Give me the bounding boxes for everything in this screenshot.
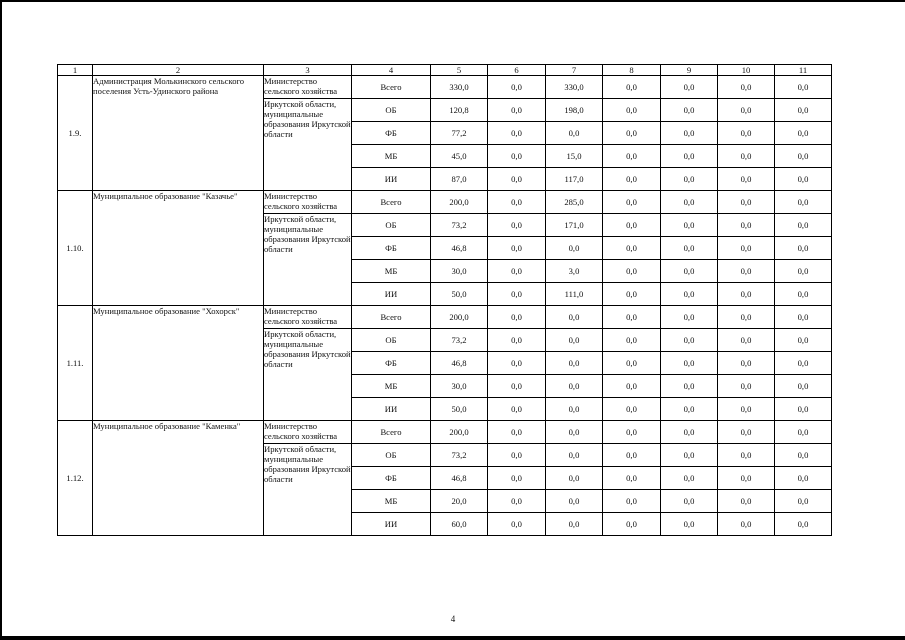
amount-cell: 0,0 xyxy=(546,237,603,260)
amount-cell: 117,0 xyxy=(546,168,603,191)
amount-cell: 0,0 xyxy=(603,444,661,467)
amount-cell: 0,0 xyxy=(775,398,832,421)
amount-cell: 171,0 xyxy=(546,214,603,237)
amount-cell: 0,0 xyxy=(546,421,603,444)
amount-cell: 0,0 xyxy=(488,467,546,490)
amount-cell: 0,0 xyxy=(661,352,718,375)
header-cell: 10 xyxy=(718,65,775,76)
amount-cell: 46,8 xyxy=(431,237,488,260)
amount-cell: 73,2 xyxy=(431,214,488,237)
row-index: 1.12. xyxy=(58,421,93,536)
amount-cell: 60,0 xyxy=(431,513,488,536)
amount-cell: 0,0 xyxy=(546,490,603,513)
header-cell: 7 xyxy=(546,65,603,76)
amount-cell: 0,0 xyxy=(488,283,546,306)
amount-cell: 120,8 xyxy=(431,99,488,122)
funding-source-label: ФБ xyxy=(352,237,431,260)
amount-cell: 0,0 xyxy=(775,421,832,444)
amount-cell: 0,0 xyxy=(718,168,775,191)
funding-source-label: МБ xyxy=(352,145,431,168)
amount-cell: 77,2 xyxy=(431,122,488,145)
amount-cell: 0,0 xyxy=(488,513,546,536)
amount-cell: 0,0 xyxy=(488,444,546,467)
amount-cell: 0,0 xyxy=(661,329,718,352)
amount-cell: 0,0 xyxy=(718,76,775,99)
ministry-name: Министерство сельского хозяйства xyxy=(264,421,352,444)
amount-cell: 0,0 xyxy=(603,214,661,237)
amount-cell: 20,0 xyxy=(431,490,488,513)
scan-border-left xyxy=(0,0,2,640)
funding-source-label: ИИ xyxy=(352,168,431,191)
amount-cell: 0,0 xyxy=(488,145,546,168)
amount-cell: 0,0 xyxy=(718,122,775,145)
amount-cell: 0,0 xyxy=(775,122,832,145)
amount-cell: 0,0 xyxy=(661,122,718,145)
amount-cell: 0,0 xyxy=(718,329,775,352)
amount-cell: 0,0 xyxy=(661,145,718,168)
amount-cell: 0,0 xyxy=(488,214,546,237)
ministry-coexecutors: Иркутской области, муниципальные образования Иркутской области xyxy=(264,329,352,421)
amount-cell: 200,0 xyxy=(431,306,488,329)
table-row xyxy=(58,306,832,329)
amount-cell: 87,0 xyxy=(431,168,488,191)
amount-cell: 0,0 xyxy=(603,122,661,145)
amount-cell: 0,0 xyxy=(546,513,603,536)
amount-cell: 0,0 xyxy=(603,283,661,306)
amount-cell: 0,0 xyxy=(546,444,603,467)
amount-cell: 0,0 xyxy=(661,260,718,283)
amount-cell: 0,0 xyxy=(775,352,832,375)
amount-cell: 0,0 xyxy=(775,168,832,191)
amount-cell: 0,0 xyxy=(546,467,603,490)
ministry-coexecutors: Иркутской области, муниципальные образования Иркутской области xyxy=(264,99,352,191)
ministry-name: Министерство сельского хозяйства xyxy=(264,191,352,214)
amount-cell: 0,0 xyxy=(775,490,832,513)
amount-cell: 0,0 xyxy=(775,329,832,352)
header-cell: 1 xyxy=(58,65,93,76)
amount-cell: 0,0 xyxy=(661,191,718,214)
table-row xyxy=(58,191,832,214)
ministry-name: Министерство сельского хозяйства xyxy=(264,306,352,329)
amount-cell: 15,0 xyxy=(546,145,603,168)
amount-cell: 0,0 xyxy=(718,283,775,306)
scan-border-top xyxy=(0,0,905,2)
funding-source-label: ФБ xyxy=(352,467,431,490)
amount-cell: 30,0 xyxy=(431,375,488,398)
amount-cell: 0,0 xyxy=(603,421,661,444)
amount-cell: 0,0 xyxy=(546,306,603,329)
amount-cell: 0,0 xyxy=(718,467,775,490)
ministry-coexecutors: Иркутской области, муниципальные образования Иркутской области xyxy=(264,444,352,536)
amount-cell: 0,0 xyxy=(718,99,775,122)
amount-cell: 0,0 xyxy=(718,513,775,536)
funding-source-label: ОБ xyxy=(352,444,431,467)
header-cell: 9 xyxy=(661,65,718,76)
amount-cell: 200,0 xyxy=(431,191,488,214)
recipient-name: Администрация Молькинского сельского поселения Усть-Удинского района xyxy=(93,76,264,191)
amount-cell: 0,0 xyxy=(661,398,718,421)
amount-cell: 0,0 xyxy=(488,191,546,214)
amount-cell: 0,0 xyxy=(488,122,546,145)
row-index: 1.9. xyxy=(58,76,93,191)
amount-cell: 0,0 xyxy=(603,352,661,375)
amount-cell: 0,0 xyxy=(603,513,661,536)
amount-cell: 0,0 xyxy=(603,375,661,398)
amount-cell: 0,0 xyxy=(488,260,546,283)
amount-cell: 0,0 xyxy=(603,191,661,214)
amount-cell: 0,0 xyxy=(603,99,661,122)
funding-source-label: ИИ xyxy=(352,513,431,536)
amount-cell: 0,0 xyxy=(661,513,718,536)
amount-cell: 0,0 xyxy=(661,467,718,490)
amount-cell: 0,0 xyxy=(718,191,775,214)
funding-source-label: ИИ xyxy=(352,283,431,306)
amount-cell: 0,0 xyxy=(718,490,775,513)
amount-cell: 0,0 xyxy=(661,168,718,191)
amount-cell: 0,0 xyxy=(603,306,661,329)
header-cell: 4 xyxy=(352,65,431,76)
amount-cell: 0,0 xyxy=(718,375,775,398)
amount-cell: 0,0 xyxy=(603,260,661,283)
recipient-name: Муниципальное образование "Хохорск" xyxy=(93,306,264,421)
amount-cell: 0,0 xyxy=(488,329,546,352)
amount-cell: 0,0 xyxy=(661,421,718,444)
funding-source-label: ОБ xyxy=(352,214,431,237)
amount-cell: 0,0 xyxy=(603,329,661,352)
funding-source-label: ФБ xyxy=(352,352,431,375)
amount-cell: 0,0 xyxy=(775,306,832,329)
header-cell: 5 xyxy=(431,65,488,76)
amount-cell: 0,0 xyxy=(603,398,661,421)
amount-cell: 73,2 xyxy=(431,329,488,352)
amount-cell: 0,0 xyxy=(718,214,775,237)
recipient-name: Муниципальное образование "Каменка" xyxy=(93,421,264,536)
amount-cell: 111,0 xyxy=(546,283,603,306)
amount-cell: 0,0 xyxy=(488,421,546,444)
amount-cell: 330,0 xyxy=(431,76,488,99)
header-cell: 8 xyxy=(603,65,661,76)
funding-source-label: Всего xyxy=(352,421,431,444)
row-index: 1.11. xyxy=(58,306,93,421)
amount-cell: 0,0 xyxy=(661,375,718,398)
amount-cell: 3,0 xyxy=(546,260,603,283)
amount-cell: 0,0 xyxy=(488,76,546,99)
amount-cell: 50,0 xyxy=(431,283,488,306)
header-cell: 11 xyxy=(775,65,832,76)
amount-cell: 0,0 xyxy=(718,306,775,329)
header-cell: 6 xyxy=(488,65,546,76)
amount-cell: 0,0 xyxy=(603,490,661,513)
amount-cell: 0,0 xyxy=(603,168,661,191)
row-index: 1.10. xyxy=(58,191,93,306)
amount-cell: 0,0 xyxy=(718,398,775,421)
amount-cell: 0,0 xyxy=(775,260,832,283)
ministry-coexecutors: Иркутской области, муниципальные образования Иркутской области xyxy=(264,214,352,306)
funding-source-label: МБ xyxy=(352,260,431,283)
amount-cell: 0,0 xyxy=(718,421,775,444)
amount-cell: 73,2 xyxy=(431,444,488,467)
amount-cell: 285,0 xyxy=(546,191,603,214)
funding-source-label: МБ xyxy=(352,490,431,513)
amount-cell: 0,0 xyxy=(661,214,718,237)
amount-cell: 0,0 xyxy=(718,444,775,467)
amount-cell: 0,0 xyxy=(488,99,546,122)
amount-cell: 0,0 xyxy=(775,145,832,168)
amount-cell: 0,0 xyxy=(775,237,832,260)
table-row xyxy=(58,76,832,99)
amount-cell: 0,0 xyxy=(603,237,661,260)
funding-source-label: МБ xyxy=(352,375,431,398)
amount-cell: 0,0 xyxy=(603,467,661,490)
amount-cell: 0,0 xyxy=(546,329,603,352)
funding-source-label: ФБ xyxy=(352,122,431,145)
amount-cell: 0,0 xyxy=(718,145,775,168)
amount-cell: 0,0 xyxy=(488,237,546,260)
table-row xyxy=(58,421,832,444)
amount-cell: 0,0 xyxy=(775,99,832,122)
amount-cell: 198,0 xyxy=(546,99,603,122)
amount-cell: 0,0 xyxy=(488,375,546,398)
amount-cell: 0,0 xyxy=(775,375,832,398)
amount-cell: 0,0 xyxy=(661,306,718,329)
amount-cell: 0,0 xyxy=(546,122,603,145)
amount-cell: 0,0 xyxy=(488,490,546,513)
amount-cell: 0,0 xyxy=(775,283,832,306)
funding-source-label: ОБ xyxy=(352,329,431,352)
amount-cell: 46,8 xyxy=(431,467,488,490)
amount-cell: 46,8 xyxy=(431,352,488,375)
amount-cell: 0,0 xyxy=(661,444,718,467)
funding-source-label: Всего xyxy=(352,191,431,214)
amount-cell: 0,0 xyxy=(661,283,718,306)
amount-cell: 200,0 xyxy=(431,421,488,444)
amount-cell: 0,0 xyxy=(661,76,718,99)
page-number: 4 xyxy=(450,614,456,624)
amount-cell: 30,0 xyxy=(431,260,488,283)
amount-cell: 0,0 xyxy=(488,168,546,191)
scan-border-bottom xyxy=(0,636,905,640)
ministry-name: Министерство сельского хозяйства xyxy=(264,76,352,99)
header-cell: 2 xyxy=(93,65,264,76)
amount-cell: 0,0 xyxy=(488,398,546,421)
amount-cell: 0,0 xyxy=(775,191,832,214)
amount-cell: 0,0 xyxy=(546,398,603,421)
funding-source-label: Всего xyxy=(352,306,431,329)
funding-source-label: ИИ xyxy=(352,398,431,421)
amount-cell: 0,0 xyxy=(775,513,832,536)
amount-cell: 0,0 xyxy=(661,490,718,513)
amount-cell: 45,0 xyxy=(431,145,488,168)
amount-cell: 0,0 xyxy=(488,306,546,329)
header-cell: 3 xyxy=(264,65,352,76)
amount-cell: 0,0 xyxy=(718,260,775,283)
amount-cell: 0,0 xyxy=(546,375,603,398)
header-row xyxy=(58,65,832,76)
funding-source-label: Всего xyxy=(352,76,431,99)
amount-cell: 0,0 xyxy=(775,214,832,237)
amount-cell: 0,0 xyxy=(603,145,661,168)
amount-cell: 0,0 xyxy=(775,76,832,99)
amount-cell: 0,0 xyxy=(488,352,546,375)
amount-cell: 0,0 xyxy=(603,76,661,99)
amount-cell: 330,0 xyxy=(546,76,603,99)
amount-cell: 50,0 xyxy=(431,398,488,421)
amount-cell: 0,0 xyxy=(546,352,603,375)
amount-cell: 0,0 xyxy=(775,467,832,490)
amount-cell: 0,0 xyxy=(718,237,775,260)
funding-table-body xyxy=(58,65,832,536)
funding-source-label: ОБ xyxy=(352,99,431,122)
amount-cell: 0,0 xyxy=(775,444,832,467)
recipient-name: Муниципальное образование "Казачье" xyxy=(93,191,264,306)
amount-cell: 0,0 xyxy=(718,352,775,375)
funding-table xyxy=(57,64,832,536)
amount-cell: 0,0 xyxy=(661,99,718,122)
amount-cell: 0,0 xyxy=(661,237,718,260)
